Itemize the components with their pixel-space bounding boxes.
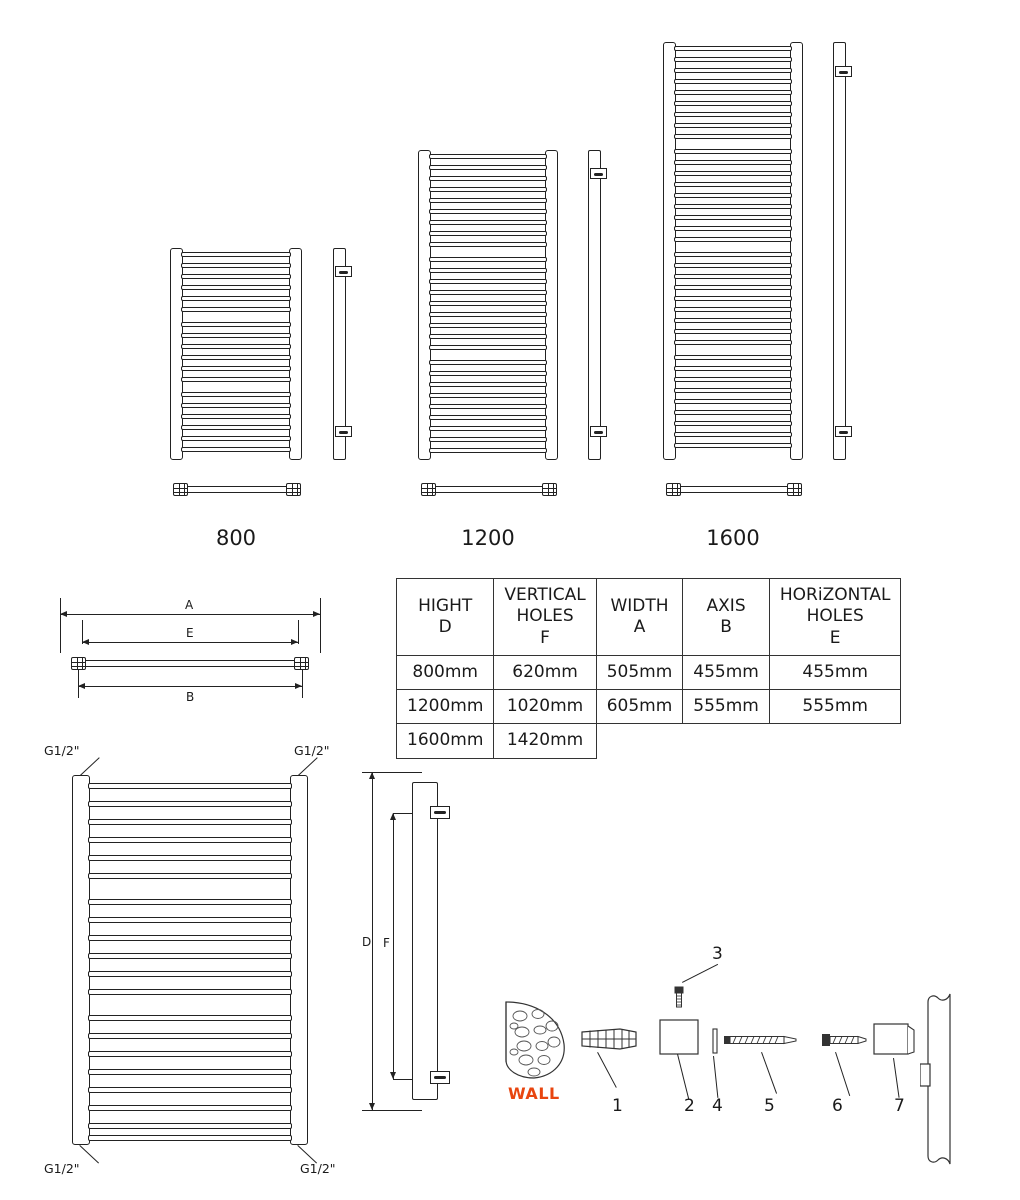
leader-part-7	[893, 1058, 900, 1098]
cell-width-1200: 605mm	[596, 690, 683, 724]
part-label-3: 3	[712, 944, 723, 964]
wall-masonry-icon	[500, 1000, 570, 1080]
wall-label: WALL	[508, 1084, 560, 1103]
leader-part-4	[713, 1056, 718, 1098]
radiator-post-right	[290, 775, 308, 1145]
cell-vholes-1600: 1420mm	[494, 724, 596, 758]
part-label-5: 5	[764, 1096, 775, 1116]
dim-e-tick-right	[298, 620, 299, 644]
cell-height-800: 800mm	[397, 655, 494, 689]
radiator-front-1200	[418, 150, 558, 460]
leader-part-6	[835, 1052, 850, 1096]
radiator-rails	[88, 775, 292, 1145]
wall-plug-icon	[580, 1026, 640, 1052]
dim-e-arrow-right	[291, 639, 298, 645]
dim-a-label: A	[185, 598, 194, 612]
radiator-front-1600	[663, 42, 803, 460]
dim-f-arrow-top	[390, 813, 396, 820]
table-header-horizontal-holes: HORiZONTAL HOLES E	[769, 579, 901, 656]
dim-f-arrow-bottom	[390, 1072, 396, 1079]
label-g12-bottom-left: G1/2"	[44, 1161, 80, 1176]
leader-part-1	[597, 1052, 617, 1088]
dim-b-tick-right	[302, 670, 303, 698]
leader-g12-top-left	[80, 757, 100, 775]
cell-height-1200: 1200mm	[397, 690, 494, 724]
spec-table	[396, 578, 901, 759]
radiator-side-profile-1600	[833, 42, 846, 460]
dim-b-line	[78, 686, 302, 687]
valve-left-1600	[666, 483, 681, 496]
radiator-front-800	[170, 248, 302, 460]
cover-cap-icon	[872, 1020, 918, 1060]
washer-icon	[710, 1028, 720, 1056]
short-bolt-icon	[822, 1030, 878, 1050]
model-caption-800: 800	[215, 526, 257, 550]
table-header-axis: AXIS B	[683, 579, 770, 656]
dim-e-arrow-left	[82, 639, 89, 645]
cell-hholes-800: 455mm	[769, 655, 901, 689]
dim-a-arrow-right	[313, 611, 320, 617]
valve-bar-1200	[428, 486, 550, 493]
wall-bracket-bottom-1200	[590, 426, 607, 437]
table-row	[397, 690, 901, 724]
dim-e-line	[82, 642, 298, 643]
wall-bracket-bottom-detail	[430, 1071, 450, 1084]
table-row	[397, 655, 901, 689]
valve-right-1200	[542, 483, 557, 496]
cell-axis-1600	[683, 724, 770, 758]
leader-part-5	[761, 1052, 777, 1094]
leader-part-3	[682, 964, 718, 983]
table-header-vertical-holes: VERTICAL HOLES F	[494, 579, 596, 656]
wall-bracket-bottom-800	[335, 426, 352, 437]
cell-width-800: 505mm	[596, 655, 683, 689]
dim-d-tick-bottom	[362, 1110, 422, 1111]
valve-bar-1600	[673, 486, 795, 493]
cell-vholes-800: 620mm	[494, 655, 596, 689]
valve-right-800	[286, 483, 301, 496]
radiator-post-section-icon	[920, 988, 970, 1178]
leader-g12-bottom-left	[79, 1145, 99, 1163]
dim-b-label: B	[186, 690, 195, 704]
valve-right-1600	[787, 483, 802, 496]
dim-b-arrow-left	[78, 683, 85, 689]
model-caption-1600: 1600	[706, 526, 760, 550]
plan-valve-left	[71, 657, 86, 670]
cell-axis-1200: 555mm	[683, 690, 770, 724]
table-row	[397, 724, 901, 758]
plan-valve-bar	[82, 660, 298, 667]
radiator-rails	[181, 248, 291, 460]
dim-a-tick-right	[320, 598, 321, 653]
table-header-width: WIDTH A	[596, 579, 683, 656]
cell-axis-800: 455mm	[683, 655, 770, 689]
radiator-rails	[674, 42, 792, 460]
dim-e-label: E	[186, 626, 194, 640]
label-g12-top-right: G1/2"	[294, 743, 330, 758]
dim-a-line	[60, 614, 320, 615]
dim-f-label: F	[383, 936, 390, 950]
plan-valve-right	[294, 657, 309, 670]
valve-left-800	[173, 483, 188, 496]
model-caption-1200: 1200	[461, 526, 515, 550]
wall-bracket-top-800	[335, 266, 352, 277]
valve-left-1200	[421, 483, 436, 496]
leader-g12-top-right	[298, 757, 318, 775]
cell-width-1600	[596, 724, 683, 758]
cell-vholes-1200: 1020mm	[494, 690, 596, 724]
mounting-block-icon	[658, 1018, 704, 1058]
part-label-1: 1	[612, 1096, 623, 1116]
dim-d-arrow-top	[369, 772, 375, 779]
part-label-4: 4	[712, 1096, 723, 1116]
dim-d-arrow-bottom	[369, 1103, 375, 1110]
radiator-side-profile-detail	[412, 782, 438, 1100]
dim-d-label: D	[362, 935, 372, 949]
radiator-rails	[429, 150, 547, 460]
dim-f-line	[393, 813, 394, 1079]
cell-hholes-1600	[769, 724, 901, 758]
radiator-side-profile-1200	[588, 150, 601, 460]
leader-part-2	[677, 1054, 689, 1099]
cell-height-1600: 1600mm	[397, 724, 494, 758]
wall-bracket-bottom-1600	[835, 426, 852, 437]
wall-bracket-top-1200	[590, 168, 607, 179]
grub-screw-icon	[672, 986, 686, 1012]
long-screw-icon	[724, 1030, 808, 1050]
wall-bracket-top-1600	[835, 66, 852, 77]
valve-bar-800	[180, 486, 294, 493]
dim-a-tick-left	[60, 598, 61, 653]
cell-hholes-1200: 555mm	[769, 690, 901, 724]
radiator-front-detail	[72, 775, 308, 1145]
wall-bracket-top-detail	[430, 806, 450, 819]
dim-d-line	[372, 772, 373, 1110]
dim-b-arrow-right	[295, 683, 302, 689]
dim-a-arrow-left	[60, 611, 67, 617]
label-g12-bottom-right: G1/2"	[300, 1161, 336, 1176]
table-header-height: HIGHT D	[397, 579, 494, 656]
table-header-row	[397, 579, 901, 656]
part-label-7: 7	[894, 1096, 905, 1116]
part-label-6: 6	[832, 1096, 843, 1116]
label-g12-top-left: G1/2"	[44, 743, 80, 758]
part-label-2: 2	[684, 1096, 695, 1116]
